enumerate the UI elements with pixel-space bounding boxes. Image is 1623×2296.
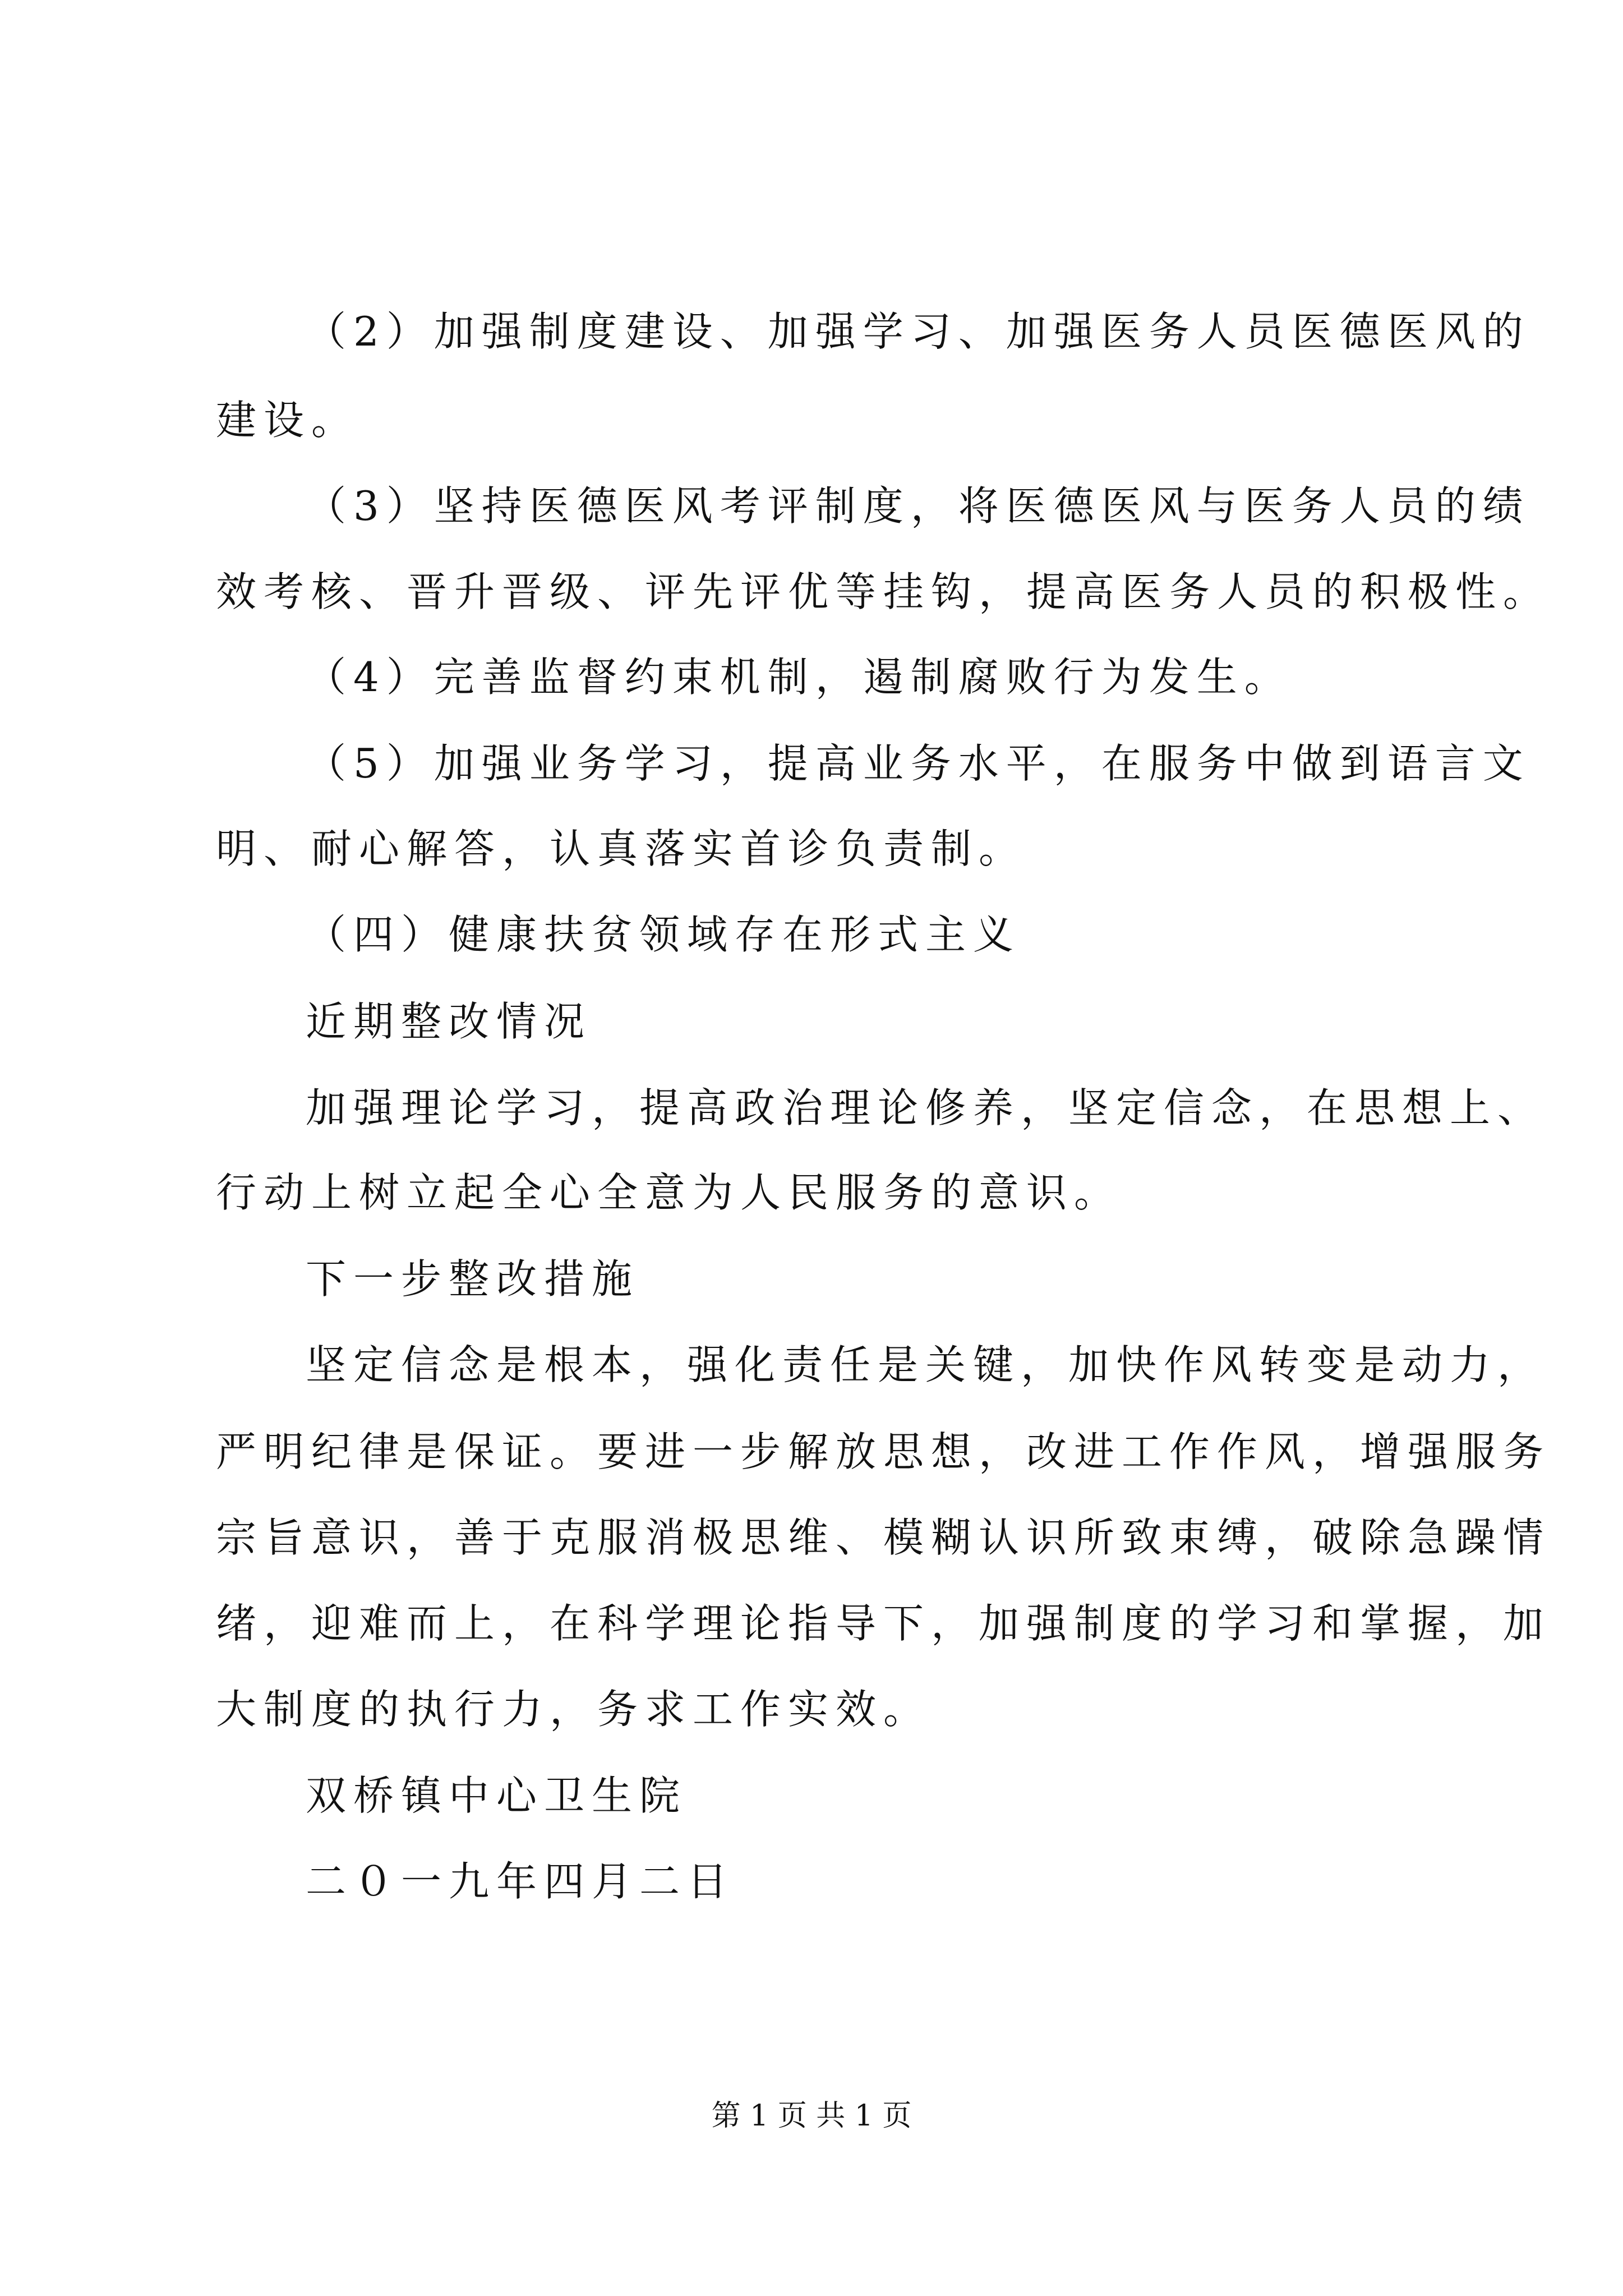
- paragraph-line: 加强理论学习，提高政治理论修养，坚定信念，在思想上、: [306, 1084, 1546, 1131]
- page-footer: 第 1 页 共 1 页: [711, 2099, 912, 2133]
- subheading: 近期整改情况: [306, 998, 592, 1045]
- paragraph-line: 大制度的执行力，务求工作实效。: [216, 1686, 932, 1733]
- paragraph-line: 绪，迎难而上，在科学理论指导下，加强制度的学习和掌握，加: [216, 1600, 1551, 1647]
- section-heading: （四）健康扶贫领域存在形式主义: [306, 911, 1021, 958]
- paragraph-line: （5）加强业务学习，提高业务水平，在服务中做到语言文: [306, 740, 1530, 787]
- paragraph-line: 宗旨意识，善于克服消极思维、模糊认识所致束缚，破除急躁情: [216, 1514, 1551, 1561]
- paragraph-line: （4）完善监督约束机制，遏制腐败行为发生。: [306, 654, 1292, 701]
- paragraph-line: 效考核、晋升晋级、评先评优等挂钩，提高医务人员的积极性。: [216, 568, 1551, 615]
- paragraph-line: 明、耐心解答，认真落实首诊负责制。: [216, 825, 1027, 872]
- paragraph-line: 严明纪律是保证。要进一步解放思想，改进工作作风，增强服务: [216, 1428, 1551, 1475]
- paragraph-line: 行动上树立起全心全意为人民服务的意识。: [216, 1169, 1122, 1216]
- signature-date: 二０一九年四月二日: [306, 1858, 735, 1905]
- paragraph-line: （3）坚持医德医风考评制度，将医德医风与医务人员的绩: [306, 482, 1530, 530]
- paragraph-line: 建设。: [216, 397, 359, 444]
- subheading: 下一步整改措施: [306, 1255, 640, 1303]
- paragraph-line: （2）加强制度建设、加强学习、加强医务人员医德医风的: [306, 308, 1530, 355]
- paragraph-line: 坚定信念是根本，强化责任是关键，加快作风转变是动力，: [306, 1341, 1546, 1388]
- signature-organization: 双桥镇中心卫生院: [306, 1772, 688, 1819]
